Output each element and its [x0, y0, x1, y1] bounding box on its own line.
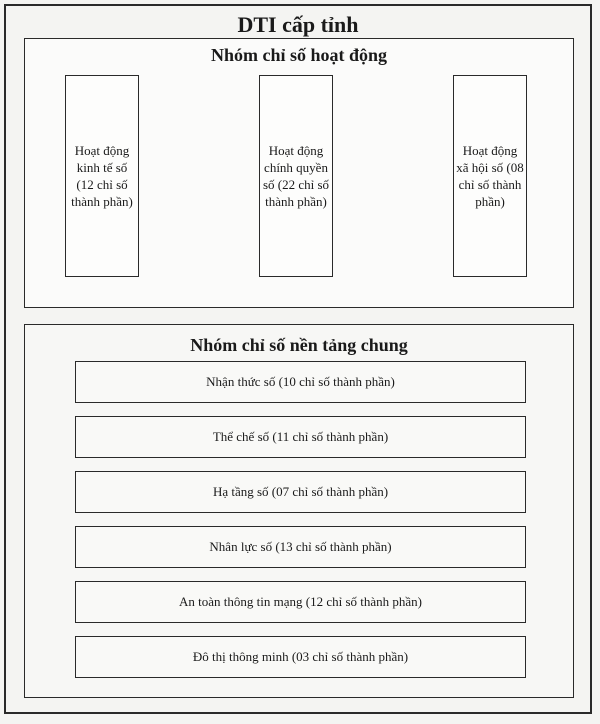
- foundation-item-cybersecurity: An toàn thông tin mạng (12 chỉ số thành phần): [75, 581, 526, 623]
- activity-group: [24, 38, 574, 308]
- pillar-label: Hoạt động kinh tế số (12 chỉ số thành phần): [71, 143, 133, 209]
- foundation-item-digital-institutions: Thể chế số (11 chỉ số thành phần): [75, 416, 526, 458]
- pillar-label: Hoạt động chính quyền số (22 chỉ số thành phần): [262, 143, 330, 209]
- pillar-digital-society: [453, 75, 527, 277]
- pillar-digital-economy: [65, 75, 139, 277]
- pillar-digital-government: [259, 75, 333, 277]
- foundation-item-digital-workforce: Nhân lực số (13 chỉ số thành phần): [75, 526, 526, 568]
- foundation-item-digital-awareness: Nhận thức số (10 chỉ số thành phần): [75, 361, 526, 403]
- activity-group-title: Nhóm chỉ số hoạt động: [210, 45, 388, 65]
- diagram-title: DTI cấp tỉnh: [237, 12, 359, 37]
- foundation-group-title: Nhóm chỉ số nền tảng chung: [190, 335, 408, 355]
- dti-diagram: [4, 4, 592, 714]
- pillar-label: Hoạt động xã hội số (08 chỉ số thành phần): [456, 143, 524, 209]
- foundation-group: [24, 324, 574, 698]
- foundation-item-digital-infrastructure: Hạ tầng số (07 chỉ số thành phần): [75, 471, 526, 513]
- foundation-item-smart-city: Đô thị thông minh (03 chỉ số thành phần): [75, 636, 526, 678]
